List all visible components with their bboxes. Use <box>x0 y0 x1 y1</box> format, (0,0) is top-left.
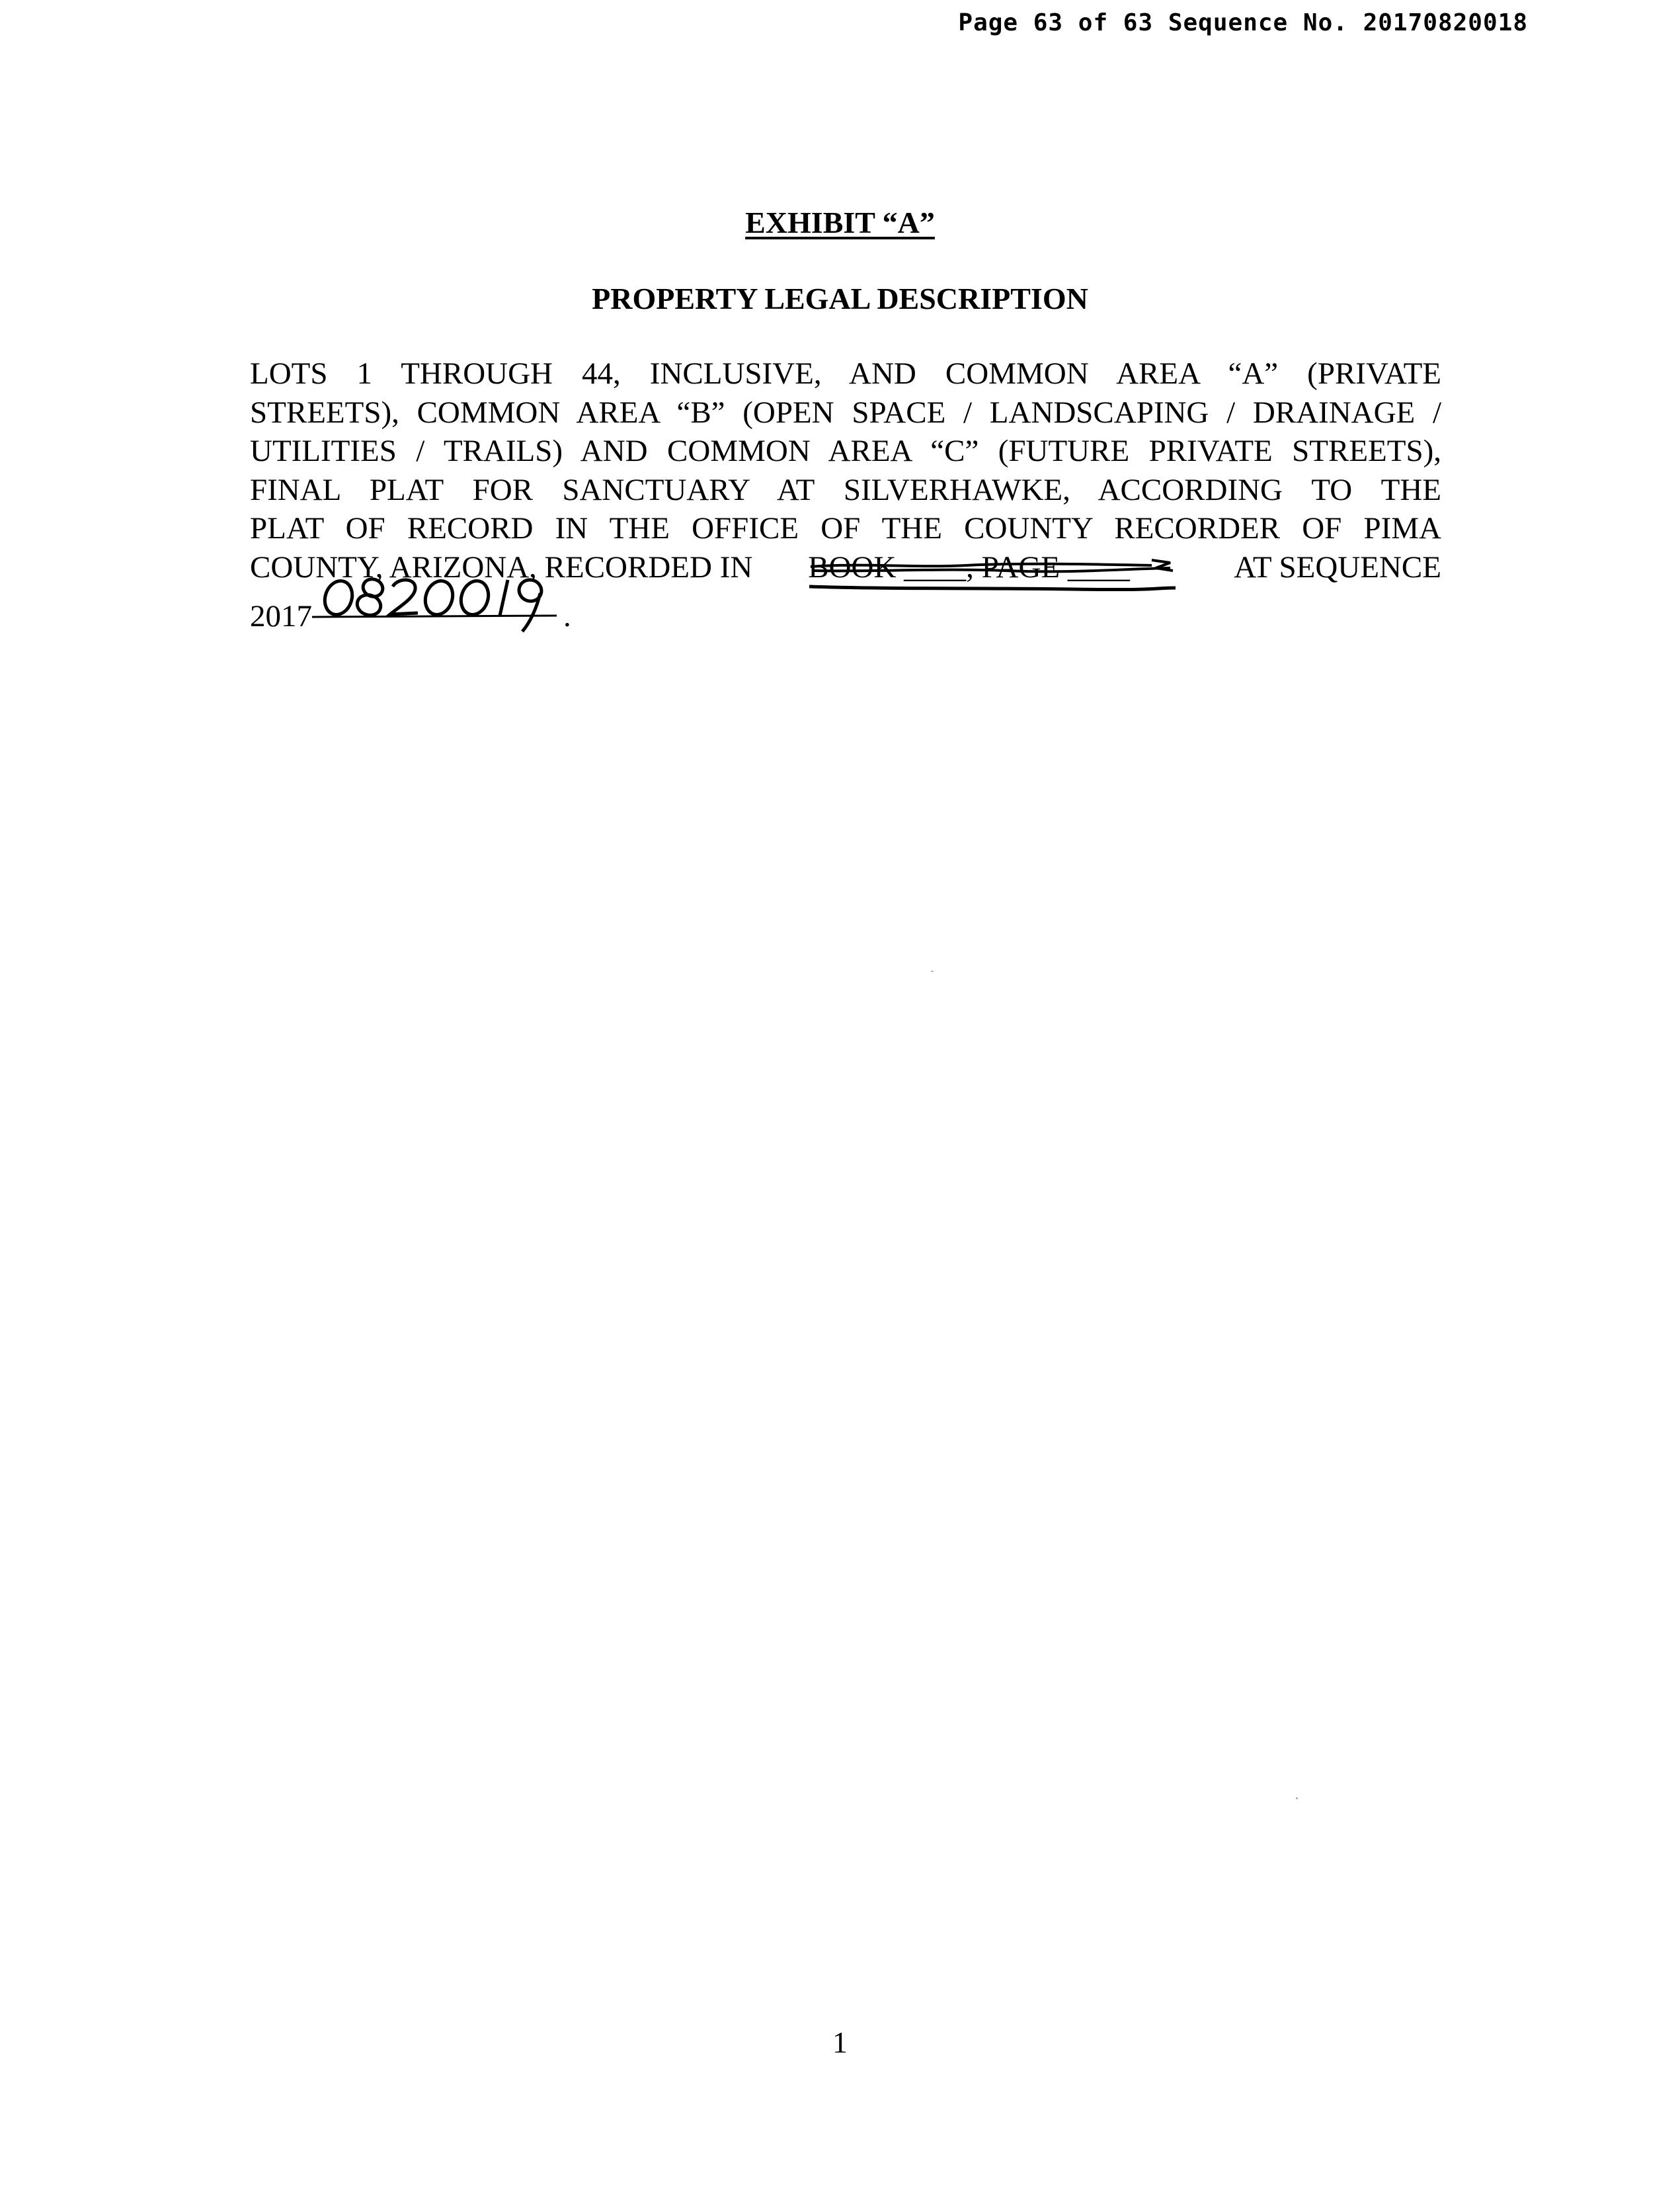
recording-stamp: Page 63 of 63 Sequence No. 20170820018 <box>958 9 1528 36</box>
legal-line-4: FINAL PLAT FOR SANCTUARY AT SILVERHAWKE, ACCORDING TO THE <box>250 472 1441 507</box>
handwriting-icon <box>312 561 563 634</box>
sentence-period: . <box>563 599 571 633</box>
scan-speck <box>1296 1797 1298 1799</box>
legal-line-7 <box>250 587 1441 636</box>
sequence-year: 2017 <box>250 599 312 633</box>
section-title: PROPERTY LEGAL DESCRIPTION <box>592 282 1088 315</box>
legal-description <box>250 354 1441 636</box>
exhibit-title: EXHIBIT “A” <box>745 206 935 239</box>
legal-line-2: STREETS), COMMON AREA “B” (OPEN SPACE / LANDSCAPING / DRAINAGE / <box>250 395 1441 430</box>
page-number: 1 <box>832 2025 848 2059</box>
struck-book-page <box>808 548 1178 587</box>
struck-text: BOOK ____, PAGE ____ <box>808 550 1130 585</box>
legal-line-1: LOTS 1 THROUGH 44, INCLUSIVE, AND COMMON AREA “A” (PRIVATE <box>250 356 1441 391</box>
handwritten-sequence-number <box>312 587 563 626</box>
legal-line-6-prefix: COUNTY, ARIZONA, RECORDED IN <box>250 550 753 585</box>
scan-speck <box>931 971 934 972</box>
legal-line-6-suffix: AT SEQUENCE <box>1234 550 1441 585</box>
legal-line-5: PLAT OF RECORD IN THE OFFICE OF THE COUNTY RECORDER OF PIMA <box>250 511 1441 546</box>
legal-line-3: UTILITIES / TRAILS) AND COMMON AREA “C” (FUTURE PRIVATE STREETS), <box>250 434 1441 468</box>
